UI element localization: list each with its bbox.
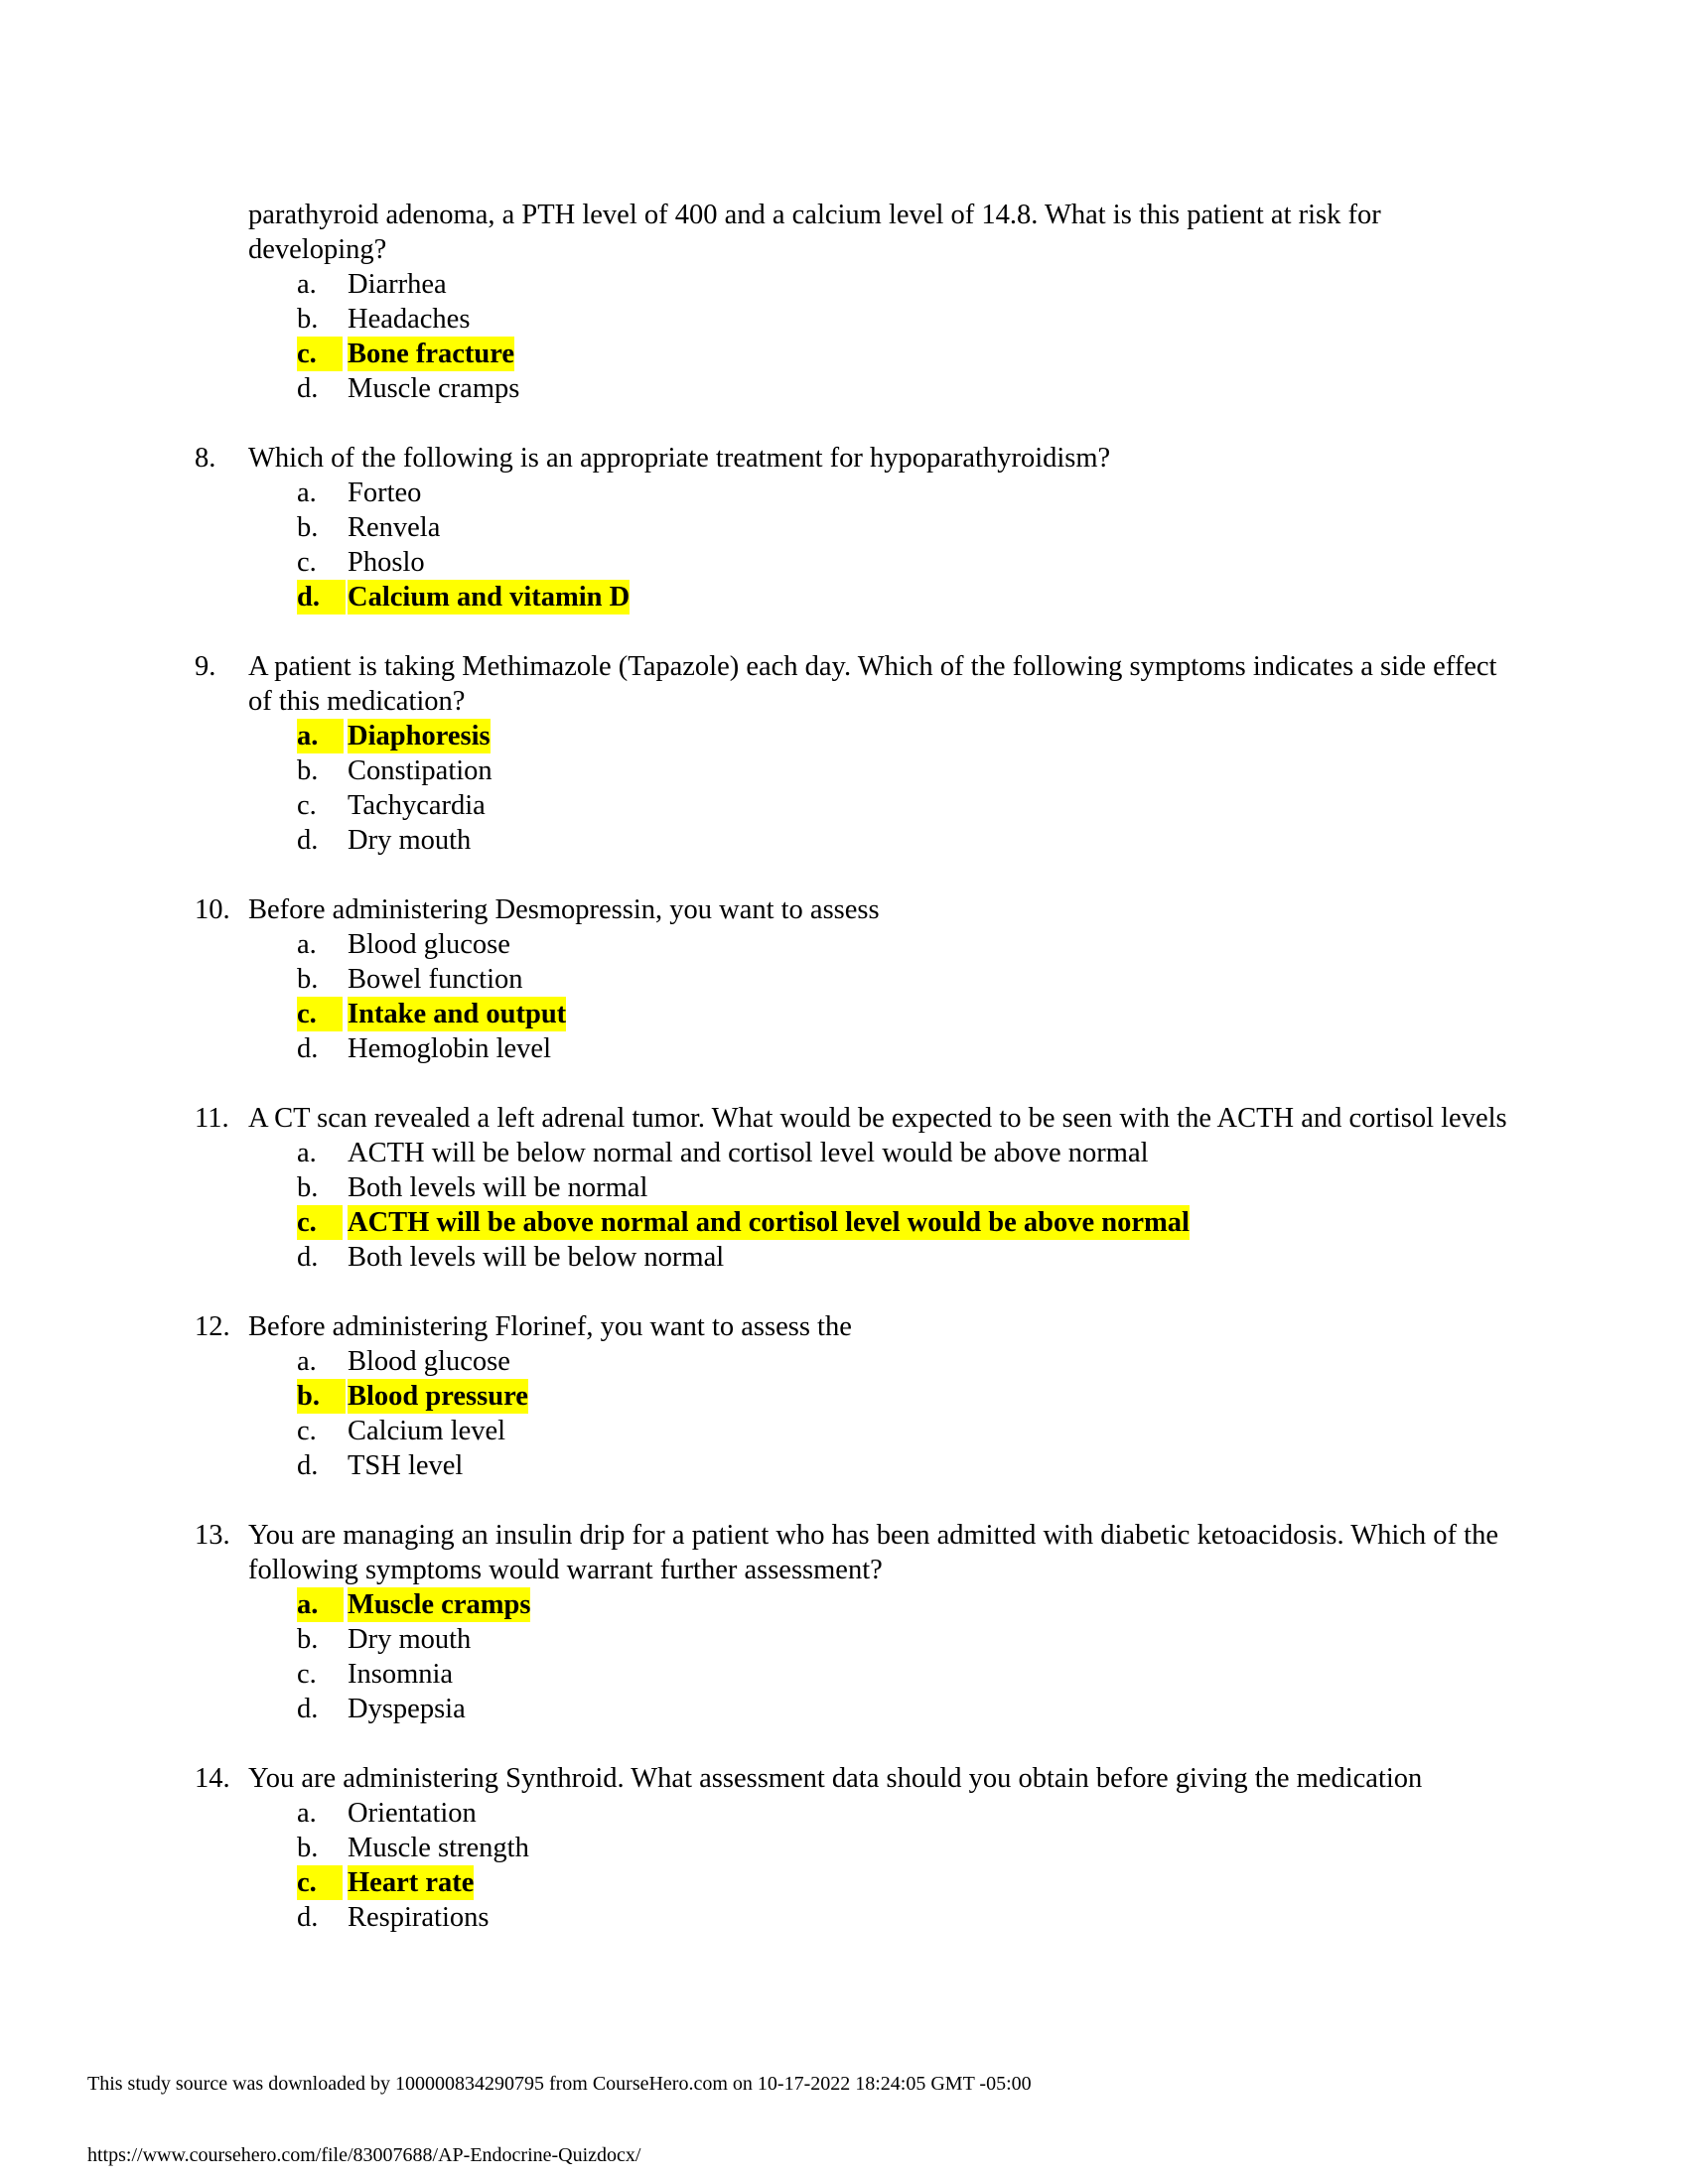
- option-letter: c.: [297, 1205, 343, 1240]
- answer-option: [0, 302, 1688, 337]
- option-letter: c.: [297, 337, 343, 371]
- option-text: Blood glucose: [348, 929, 510, 960]
- question-block: [0, 649, 1688, 858]
- option-letter: d.: [297, 825, 319, 856]
- answer-option: [0, 1448, 1688, 1483]
- question-text: [0, 1101, 1519, 1136]
- answer-option-correct: [0, 997, 1688, 1031]
- option-letter: b.: [297, 964, 319, 995]
- option-text: ACTH will be above normal and cortisol level would be above normal: [348, 1207, 1190, 1238]
- answer-option-correct: [0, 580, 1688, 614]
- option-letter: d.: [297, 1694, 319, 1724]
- question-stem: You are administering Synthroid. What assessment data should you obtain before giving the medication: [248, 1763, 1423, 1794]
- option-text: Dry mouth: [348, 825, 472, 856]
- option-letter: a.: [297, 929, 317, 960]
- answer-option: [0, 1900, 1688, 1935]
- option-text: Heart rate: [348, 1867, 475, 1898]
- source-url: https://www.coursehero.com/file/83007688/AP-Endocrine-Quizdocx/: [87, 2144, 641, 2166]
- option-text: Constipation: [348, 755, 492, 786]
- option-text: Bone fracture: [348, 339, 515, 369]
- option-text: Both levels will be normal: [348, 1172, 648, 1203]
- option-letter: b.: [297, 304, 319, 335]
- option-letter: c.: [297, 1865, 343, 1900]
- question-stem: Before administering Desmopressin, you want to assess: [248, 894, 880, 925]
- option-letter: c.: [297, 547, 317, 578]
- question-number: 9.: [195, 651, 216, 682]
- option-text: Diaphoresis: [348, 721, 491, 751]
- answer-option: [0, 510, 1688, 545]
- question-block: [0, 1761, 1688, 1935]
- option-letter: b.: [297, 1624, 319, 1655]
- question-number: 8.: [195, 443, 216, 474]
- answer-option: [0, 753, 1688, 788]
- question-block: [0, 198, 1688, 406]
- option-letter: b.: [297, 755, 319, 786]
- answer-option: [0, 962, 1688, 997]
- option-text: Calcium and vitamin D: [348, 582, 631, 613]
- option-text: Tachycardia: [348, 790, 486, 821]
- answer-option: [0, 927, 1688, 962]
- answer-option: [0, 1240, 1688, 1275]
- answer-option: [0, 1657, 1688, 1692]
- option-text: Respirations: [348, 1902, 490, 1933]
- option-text: Both levels will be below normal: [348, 1242, 725, 1273]
- answer-option: [0, 1170, 1688, 1205]
- option-text: Hemoglobin level: [348, 1033, 551, 1064]
- option-letter: a.: [297, 1346, 317, 1377]
- option-text: Renvela: [348, 512, 441, 543]
- answer-option: [0, 823, 1688, 858]
- question-text: [0, 649, 1519, 719]
- answer-option: [0, 267, 1688, 302]
- option-text: Calcium level: [348, 1416, 506, 1446]
- answer-option: [0, 788, 1688, 823]
- question-block: [0, 892, 1688, 1066]
- question-stem: A patient is taking Methimazole (Tapazole) each day. Which of the following symptoms indicates a side effect of this medication?: [248, 651, 1497, 717]
- question-text: [0, 892, 1519, 927]
- option-letter: a.: [297, 1138, 317, 1168]
- answer-option: [0, 1136, 1688, 1170]
- option-text: Bowel function: [348, 964, 523, 995]
- option-letter: c.: [297, 1416, 317, 1446]
- question-text: [0, 198, 1519, 267]
- option-letter: c.: [297, 790, 317, 821]
- question-block: [0, 1518, 1688, 1726]
- option-text: Muscle cramps: [348, 373, 520, 404]
- question-number: 12.: [195, 1311, 230, 1342]
- question-stem: You are managing an insulin drip for a patient who has been admitted with diabetic ketoacidosis. Which of the following symptoms would warrant further assessment?: [248, 1520, 1498, 1585]
- option-letter: d.: [297, 373, 319, 404]
- question-text: [0, 1761, 1519, 1796]
- question-block: [0, 1309, 1688, 1483]
- option-text: Blood pressure: [348, 1381, 528, 1412]
- answer-option-correct: [0, 1379, 1688, 1414]
- option-letter: d.: [297, 580, 346, 614]
- option-text: TSH level: [348, 1450, 464, 1481]
- question-number: 13.: [195, 1520, 230, 1551]
- option-text: Blood glucose: [348, 1346, 510, 1377]
- option-letter: a.: [297, 269, 317, 300]
- option-letter: a.: [297, 478, 317, 508]
- question-stem: Which of the following is an appropriate treatment for hypoparathyroidism?: [248, 443, 1111, 474]
- option-letter: b.: [297, 1833, 319, 1863]
- option-text: Muscle strength: [348, 1833, 529, 1863]
- option-text: Dry mouth: [348, 1624, 472, 1655]
- option-letter: d.: [297, 1450, 319, 1481]
- option-text: Forteo: [348, 478, 422, 508]
- answer-option: [0, 371, 1688, 406]
- option-text: Phoslo: [348, 547, 425, 578]
- option-text: Dyspepsia: [348, 1694, 466, 1724]
- question-stem: Before administering Florinef, you want to assess the: [248, 1311, 852, 1342]
- question-block: [0, 1101, 1688, 1275]
- option-letter: a.: [297, 719, 344, 753]
- option-text: Headaches: [348, 304, 471, 335]
- answer-option: [0, 1622, 1688, 1657]
- answer-option: [0, 1031, 1688, 1066]
- question-number: 11.: [195, 1103, 229, 1134]
- question-text: [0, 1309, 1519, 1344]
- question-text: [0, 441, 1519, 476]
- answer-option-correct: [0, 1865, 1688, 1900]
- question-stem: A CT scan revealed a left adrenal tumor. What would be expected to be seen with the ACTH and cortisol levels: [248, 1103, 1507, 1134]
- option-letter: b.: [297, 1172, 319, 1203]
- download-notice: This study source was downloaded by 100000834290795 from CourseHero.com on 10-17-2022 18:24:05 GMT -05:00: [87, 2073, 1032, 2095]
- option-letter: c.: [297, 1659, 317, 1690]
- option-letter: b.: [297, 1379, 346, 1414]
- answer-option: [0, 1344, 1688, 1379]
- option-letter: d.: [297, 1242, 319, 1273]
- answer-option-correct: [0, 1587, 1688, 1622]
- option-letter: b.: [297, 512, 319, 543]
- answer-option: [0, 1796, 1688, 1831]
- option-letter: d.: [297, 1902, 319, 1933]
- option-text: Intake and output: [348, 999, 567, 1029]
- option-letter: d.: [297, 1033, 319, 1064]
- answer-option-correct: [0, 719, 1688, 753]
- answer-option-correct: [0, 1205, 1688, 1240]
- option-letter: a.: [297, 1587, 344, 1622]
- option-text: Diarrhea: [348, 269, 447, 300]
- answer-option: [0, 545, 1688, 580]
- question-text: [0, 1518, 1519, 1587]
- option-letter: c.: [297, 997, 343, 1031]
- question-stem: parathyroid adenoma, a PTH level of 400 and a calcium level of 14.8. What is this patient at risk for developing?: [248, 200, 1381, 265]
- answer-option-correct: [0, 337, 1688, 371]
- option-text: Insomnia: [348, 1659, 454, 1690]
- answer-option: [0, 1831, 1688, 1865]
- answer-option: [0, 1414, 1688, 1448]
- question-number: 10.: [195, 894, 230, 925]
- question-number: 14.: [195, 1763, 230, 1794]
- answer-option: [0, 1692, 1688, 1726]
- option-text: ACTH will be below normal and cortisol level would be above normal: [348, 1138, 1149, 1168]
- option-text: Muscle cramps: [348, 1589, 531, 1620]
- answer-option: [0, 476, 1688, 510]
- question-block: [0, 441, 1688, 614]
- option-text: Orientation: [348, 1798, 477, 1829]
- option-letter: a.: [297, 1798, 317, 1829]
